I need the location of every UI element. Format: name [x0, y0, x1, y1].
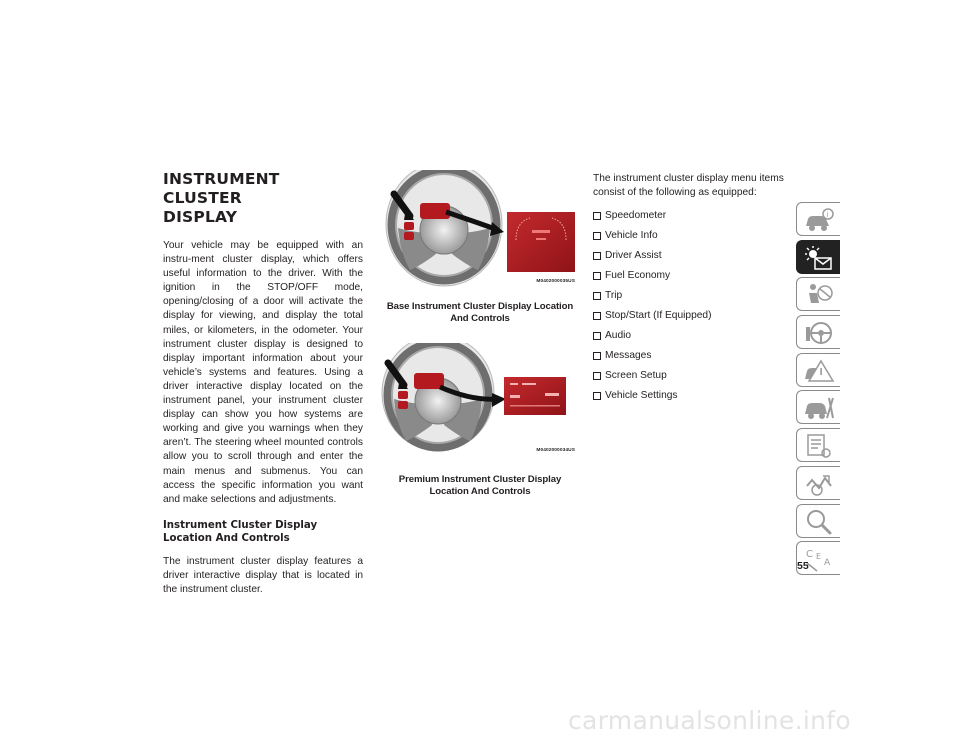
section-title-line1: INSTRUMENT CLUSTER — [163, 170, 280, 207]
list-item-label: Fuel Economy — [605, 270, 671, 282]
middle-column — [380, 170, 580, 498]
section-title — [163, 170, 363, 227]
list-item-label: Messages — [605, 350, 652, 362]
checkbox-bullet-icon — [593, 312, 601, 320]
checkbox-bullet-icon — [593, 372, 601, 380]
safety-airbag-icon — [803, 281, 835, 309]
figure-caption: Premium Instrument Cluster Display Location And Controls — [398, 474, 562, 497]
figure-caption: Base Instrument Cluster Display Location And Controls — [386, 301, 574, 324]
list-item-label: Vehicle Info — [605, 230, 658, 242]
right-column — [593, 172, 793, 406]
search-icon — [803, 508, 835, 536]
checkbox-bullet-icon — [593, 352, 601, 360]
figure-base-cluster — [380, 170, 580, 325]
figure-code: M0402000034US — [536, 448, 575, 453]
intro-paragraph: Your vehicle may be equipped with an instru-ment cluster display, which offers useful information to the driver. With the ignition in the STOP/OFF mode, opening/closing of a door will activate the display for viewing, and display the total miles, or kilometers, in the odometer. Your instrument cluster display is designed to display important information about your vehicle’s systems and features. Using a driver interactive display located on the instrument panel, your instrument cluster display can show you how systems are working and give you warnings when they aren’t. The steering wheel mounted controls allow you to scroll through and enter the main menus and submenus. You can access the specific information you want and make selections and adjustments. — [163, 240, 363, 505]
chapter-tabs — [796, 202, 842, 579]
list-item-label: Screen Setup — [605, 370, 667, 382]
left-column — [163, 170, 363, 597]
checkbox-bullet-icon — [593, 392, 601, 400]
list-item — [593, 386, 793, 406]
svg-text:E: E — [816, 552, 822, 562]
tab-specifications[interactable] — [796, 428, 840, 462]
list-item — [593, 206, 793, 226]
tab-multimedia[interactable] — [796, 466, 840, 500]
checkbox-bullet-icon — [593, 212, 601, 220]
car-service-icon — [803, 394, 835, 422]
subsection-paragraph: The instrument cluster display features a driver interactive display that is located in the instrument cluster. — [163, 555, 363, 595]
list-item-label: Stop/Start (If Equipped) — [605, 310, 712, 322]
list-item-label: Audio — [605, 330, 632, 342]
list-item — [593, 366, 793, 386]
section-title-line2: DISPLAY — [163, 208, 238, 226]
list-item-label: Speedometer — [605, 210, 667, 222]
checkbox-bullet-icon — [593, 232, 601, 240]
tab-starting-operating[interactable] — [796, 315, 840, 349]
subheading: Instrument Cluster Display Location And Controls — [163, 519, 318, 545]
menu-intro: The instrument cluster display menu items consist of the following as equipped: — [593, 173, 784, 199]
tab-servicing[interactable] — [796, 390, 840, 424]
list-item — [593, 286, 793, 306]
svg-text:C: C — [806, 549, 813, 561]
car-info-icon — [803, 206, 835, 234]
checkbox-bullet-icon — [593, 292, 601, 300]
tab-dashboard-lights[interactable] — [796, 240, 840, 274]
steering-wheel-base-image — [380, 170, 580, 294]
list-item — [593, 266, 793, 286]
tab-emergency[interactable] — [796, 353, 840, 387]
dashboard-lights-icon — [803, 244, 835, 272]
list-item — [593, 306, 793, 326]
steering-wheel-icon — [803, 319, 835, 347]
page-number: 55 — [797, 560, 809, 572]
watermark: carmanualsonline.info — [568, 706, 851, 735]
figure-premium-cluster — [380, 343, 580, 498]
svg-text:A: A — [824, 558, 831, 569]
list-item — [593, 226, 793, 246]
checkbox-bullet-icon — [593, 272, 601, 280]
list-item-label: Trip — [605, 290, 623, 302]
maintenance-list-icon — [803, 432, 835, 460]
svg-text:i: i — [826, 211, 829, 219]
list-item — [593, 326, 793, 346]
tab-safety[interactable] — [796, 277, 840, 311]
list-item — [593, 346, 793, 366]
checkbox-bullet-icon — [593, 332, 601, 340]
checkbox-bullet-icon — [593, 252, 601, 260]
list-item-label: Driver Assist — [605, 250, 662, 262]
emergency-car-icon — [803, 357, 835, 385]
tab-customer-assistance[interactable] — [796, 504, 840, 538]
tab-car-info[interactable] — [796, 202, 840, 236]
menu-list — [593, 206, 793, 406]
list-item — [593, 246, 793, 266]
multimedia-icon — [803, 470, 835, 498]
list-item-label: Vehicle Settings — [605, 390, 678, 402]
figure-code: M0402000035US — [536, 279, 575, 284]
